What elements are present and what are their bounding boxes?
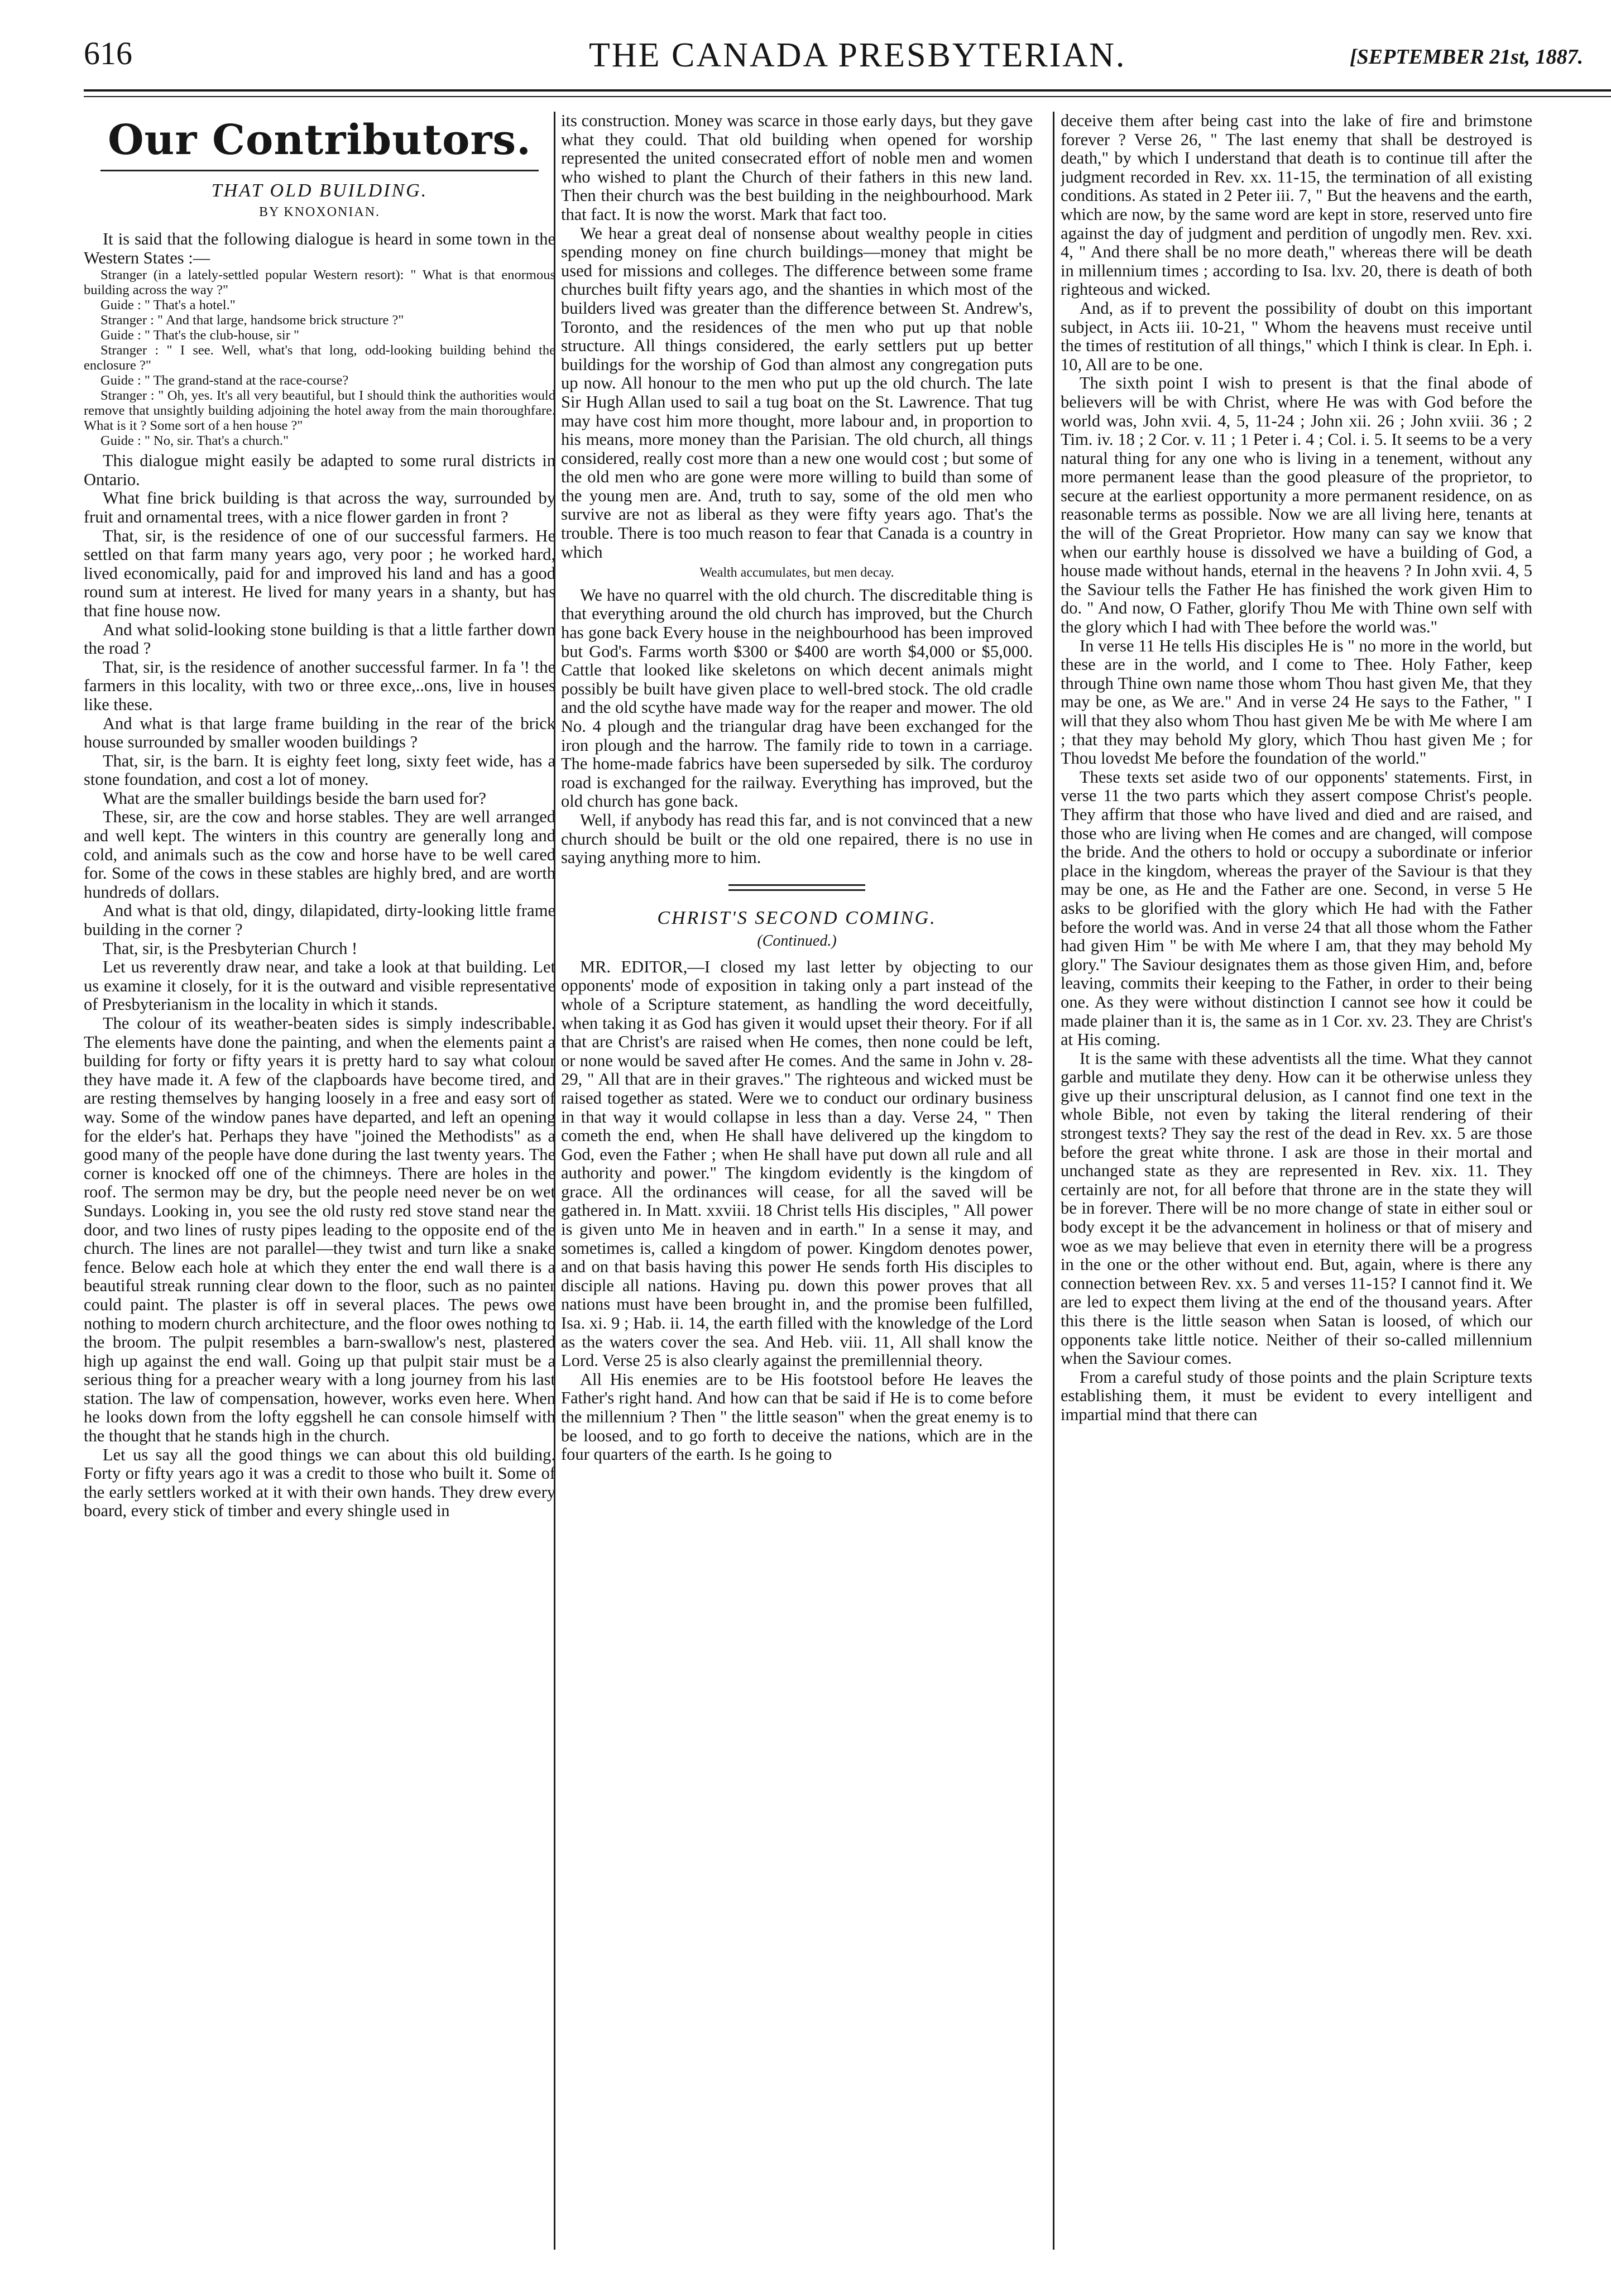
dialogue-line: Stranger : " I see. Well, what's that long, odd-looking building behind the enclosure ?" <box>84 343 555 373</box>
article-paragraph: And what is that old, dingy, dilapidated, dirty-looking little frame building in the corner ? <box>84 901 555 940</box>
section-title: Our Contributors. <box>108 116 531 164</box>
dialogue-block <box>84 267 555 448</box>
article-paragraph: What fine brick building is that across the way, surrounded by fruit and ornamental trees, with a nice flower garden in front ? <box>84 488 555 526</box>
header-rule-bottom <box>84 96 1611 97</box>
article-paragraph: These texts set aside two of our opponents' statements. First, in verse 11 the two parts which they assert compose Christ's people. They affirm that those who have lived and died and are raised, and those who are living when He comes and are changed, will compose the bride. And the others to hold or occupy a subordinate or inferior place in the kingdom, whereas the prayer of the Saviour is that they may be one, as He and the Father are one. Second, in verse 5 He asks to be glorified with the glory which He had with the Father before the world was. And in verse 24 that all those whom the Father had given Him " be with Me where I am, that they may behold My glory." The Saviour designates them as those given Him, and, before leaving, commits their keeping to the Father, in order to their being one. As they were without distinction I cannot see how it could be made plainer than it is, the same as in 1 Cor. xv. 23. They are Christ's at His coming. <box>1061 767 1532 1049</box>
newspaper-title: THE CANADA PRESBYTERIAN. <box>589 36 1126 74</box>
article-paragraph: deceive them after being cast into the lake of fire and brimstone forever ? Verse 26, " The last enemy that shall be destroyed is death," by which I understand that death is to continue till after the judgment recorded in Rev. xx. 11-15, the termination of all existing conditions. As stated in 2 Peter iii. 7, " But the heavens and the earth, which are now, by the same word are kept in store, reserved unto fire against the day of judgment and perdition of ungodly men. Rev. xxi. 4, " And there shall be no more death," whereas there will be death in millennium times ; according to Isa. lxv. 20, there is death of both righteous and wicked. <box>1061 112 1532 299</box>
article-paragraph: That, sir, is the Presbyterian Church ! <box>103 938 358 958</box>
page-number: 616 <box>84 35 132 71</box>
article-paragraph: That, sir, is the residence of another successful farmer. In fa '! the farmers in this locality, with two or three exce,..ons, live in houses like these. <box>84 657 555 714</box>
article-paragraph: All His enemies are to be His footstool before He leaves the Father's right hand. And how can that be said if He is to come before the millennium ? Then " the little season" when the great enemy is to be loosed, and to go forth to deceive the nations, which are in the four quarters of the earth. Is he going to <box>561 1369 1033 1464</box>
article-title: CHRIST'S SECOND COMING. <box>657 907 937 928</box>
article-paragraph: Let us say all the good things we can about this old building. Forty or fifty years ago it was a credit to those who built it. Some of the early settlers worked at it with their own hands. They drew every board, every stick of timber and every shingle used in <box>84 1445 555 1521</box>
issue-date: [SEPTEMBER 21st, 1887. <box>1350 45 1584 69</box>
article-paragraph: These, sir, are the cow and horse stables. They are well arranged and well kept. The winters in this country are generally long and cold, and animals such as the cow and horse have to be well cared for. Some of the cows in these stables are highly bred, and are worth hundreds of dollars. <box>84 807 555 902</box>
continued-label: (Continued.) <box>757 932 837 950</box>
article-paragraph: The colour of its weather-beaten sides is simply indescribable. The elements have done the painting, and when the elements paint a building for forty or fifty years it is pretty hard to say what colour they have made it. A few of the clapboards have become tired, and are resting themselves by hanging loosely in a free and easy sort of way. Some of the window panes have departed, and left an opening for the elder's hat. Perhaps they have "joined the Methodists" as a good many of the people have done during the last twenty years. The corner is knocked off one of the chimneys. There are holes in the roof. The sermon may be dry, but the people need never be on wet Sundays. Looking in, you see the old rusty red stove stand near the door, and two lines of rusty pipes leading to the opposite end of the church. The lines are not parallel—they twist and turn like a snake fence. Below each hole at which they enter the end wall there is a beautiful streak running clear down to the floor, such as no painter could paint. The plaster is off in several places. The pews owe nothing to modern church architecture, and the floor owes nothing to the broom. The pulpit resembles a barn-swallow's nest, plastered high up against the end wall. Going up that pulpit stair must be a serious thing for a preacher weary with a long journey from his last station. The law of compensation, however, works even here. When he looks down from the lofty eggshell he can console himself with the thought that he stands high in the church. <box>84 1014 555 1446</box>
article-paragraph: That, sir, is the barn. It is eighty feet long, sixty feet wide, has a stone foundation, and cost a lot of money. <box>84 751 555 789</box>
article-paragraph: We have no quarrel with the old church. The discreditable thing is that everything around the old church has improved, but the Church has gone back Every house in the neighbourhood has been improved but God's. Farms worth $300 or $400 are worth $4,000 or $5,000. Cattle that looked like skeletons on which decent animals might possibly be built have given place to well-bred stock. The old cradle and the old scythe have made way for the reaper and mower. The old No. 4 plough and the triangular drag have been exchanged for the iron plough and the harrow. The family ride to town in a carriage. The home-made fabrics have been superseded by silk. The corduroy road is exchanged for the railway. Everything has improved, but the old church has gone back. <box>561 585 1033 811</box>
article-paragraph: MR. EDITOR,—I closed my last letter by objecting to our opponents' mode of exposition in taking only a part instead of the whole of a Scripture statement, as handling the word deceitfully, when taking it as God has given it would upset their theory. For if all that are Christ's are raised when He comes, then none could be left, or none would be saved after He comes. And the same in John v. 28-29, " All that are in their graves." The righteous and wicked must be raised together as stated. Were we to conduct our ordinary business in that way it would collapse in less than a day. Verse 24, " Then cometh the end, when He shall have delivered up the kingdom to God, even the Father ; when He shall have put down all rule and all authority and power." The kingdom evidently is the kingdom of grace. All the ordinances will cease, for all the saved will be gathered in. In Matt. xxviii. 18 Christ tells His disciples, " All power is given unto Me in heaven and in earth." In a sense it may, and sometimes is, called a kingdom of power. Kingdom denotes power, and on that basis having this power He sends forth His disciples to disciple all nations. Having pu. down this power proves that all nations must have been brought in, and the promise been fulfilled, Isa. xi. 9 ; Hab. ii. 14, the earth filled with the knowledge of the Lord as the waters cover the sea. And Heb. viii. 11, All shall know the Lord. Verse 25 is also clearly against the premillennial theory. <box>561 957 1033 1370</box>
article-paragraph: In verse 11 He tells His disciples He is " no more in the world, but these are in the world, and I come to Thee. Holy Father, keep through Thine own name those whom Thou hast given Me, that they may be one, as We are." And in verse 24 He says to the Father, " I will that they also whom Thou hast given Me be with Me where I am ; that they may behold My glory, which Thou hast given Me ; for Thou lovedst Me before the foundation of the world." <box>1061 636 1532 768</box>
article-separator <box>728 884 865 891</box>
column-1 <box>84 112 555 2250</box>
dialogue-line: Guide : " The grand-stand at the race-course? <box>100 373 349 389</box>
article-paragraph: That, sir, is the residence of one of our successful farmers. He settled on that farm many years ago, very poor ; he worked hard, lived economically, paid for and improved his land and has a good round sum at interest. He lived for many years in a shanty, but has that fine house now. <box>84 526 555 620</box>
article-paragraph: its construction. Money was scarce in those early days, but they gave what they could. That old building when opened for worship represented the united consecrated effort of noble men and women who wished to plant the Church of their fathers in this new land. Then their church was the best building in the neighbourhood. Mark that fact. It is now the worst. Mark that fact too. <box>561 112 1033 224</box>
header-rule-top <box>84 89 1611 92</box>
article-paragraph: And, as if to prevent the possibility of doubt on this important subject, in Acts iii. 10-21, " Whom the heavens must receive until the times of restitution of all things," which I think is clear. In Eph. i. 10, All are to be one. <box>1061 298 1532 374</box>
dialogue-line: Stranger (in a lately-settled popular Western resort): " What is that enormous building across the way ?" <box>84 267 555 298</box>
article-paragraph: And what is that large frame building in the rear of the brick house surrounded by smaller wooden buildings ? <box>84 713 555 752</box>
article-paragraph: The sixth point I wish to present is that the final abode of believers will be with Christ, where He was with God before the world was, John xvii. 4, 5, 11-24 ; John xii. 26 ; John xviii. 36 ; 2 Tim. iv. 18 ; 2 Cor. v. 11 ; 1 Peter i. 4 ; Col. i. 5. It seems to be a very natural thing for any one who is living in a tenement, without any more permanent lease than the good pleasure of the proprietor, to secure at the earliest opportunity a more permanent residence, on as reasonable terms as possible. Now we are all living here, tenants at the will of the Great Proprietor. How many can say we know that when our earthly house is dissolved we have a building of God, a house made without hands, eternal in the heavens ? In John xvii. 4, 5 the Saviour tells the Father He has finished the work given Him to do. " And now, O Father, glorify Thou Me with Thine own self with the glory which I had with Thee before the world was." <box>1061 373 1532 637</box>
masthead <box>84 35 1611 83</box>
article-paragraph: Let us reverently draw near, and take a look at that building. Let us examine it closely, for it is the outward and visible representative of Presbyterianism in the locality in which it stands. <box>84 957 555 1014</box>
dialogue-line: Guide : " No, sir. That's a church." <box>100 433 289 449</box>
column-2 <box>561 112 1033 2250</box>
article-paragraph: It is said that the following dialogue is heard in some town in the Western States :— <box>84 229 555 267</box>
article-paragraph: What are the smaller buildings beside the barn used for? <box>103 788 486 808</box>
column-divider-2 <box>1053 112 1054 2250</box>
column-3 <box>1061 112 1532 2250</box>
article-paragraph: We hear a great deal of nonsense about wealthy people in cities spending money on fine church buildings—money that might be used for missions and colleges. The difference between some frame churches built fifty years ago, and the shanties in which most of the builders lived was greater than the difference between St. Andrew's, Toronto, and the residences of the men who put up that noble structure. All things considered, the early settlers put up better buildings for the worship of God than almost any congregation puts up now. All honour to the men who put up the old church. The late Sir Hugh Allan used to sail a tug boat on the St. Lawrence. That tug may have cost him more thought, more labour and, in proportion to his means, more money than the Parisian. The old church, all things considered, really cost more than a new one would cost ; but some of the old men who are gone were more willing to build than some of the young men are. And, truth to say, some of the old men who survive are not as liberal as they were fifty years ago. That's the trouble. There is too much reason to fear that Canada is a country in which <box>561 223 1033 562</box>
section-title-rule <box>100 170 539 171</box>
pull-quote: Wealth accumulates, but men decay. <box>699 565 894 581</box>
article-paragraph: And what solid-looking stone building is that a little farther down the road ? <box>84 620 555 658</box>
article-byline: BY KNOXONIAN. <box>258 205 381 219</box>
article-paragraph: This dialogue might easily be adapted to some rural districts in Ontario. <box>84 451 555 489</box>
article-title: THAT OLD BUILDING. <box>211 180 428 201</box>
dialogue-line: Guide : " That's a hotel." <box>100 298 236 313</box>
article-paragraph: From a careful study of those points and the plain Scripture texts establishing them, it must be evident to every intelligent and impartial mind that there can <box>1061 1367 1532 1424</box>
dialogue-line: Stranger : " And that large, handsome brick structure ?" <box>100 313 404 328</box>
dialogue-line: Stranger : " Oh, yes. It's all very beautiful, but I should think the authorities would remove that unsightly building adjoining the hotel away from the main thoroughfare. What is it ? Some sort of a hen house ?" <box>84 388 555 434</box>
dialogue-line: Guide : " That's the club-house, sir " <box>100 328 300 343</box>
article-paragraph: It is the same with these adventists all the time. What they cannot garble and mutilate they deny. How can it be otherwise unless they give up their unscriptural delusion, as I cannot find one text in the whole Bible, not even by taking the literal rendering of their strongest texts? They say the rest of the dead in Rev. xx. 5 are those before the great white throne. I ask are those in their mortal and unchanged state as they are represented in Rev. xix. 11. They certainly are not, for all before that throne are in the state they will be in forever. There will be no more change of state in either soul or body except it be the advancement in holiness or that of misery and woe as we may believe that even in eternity there will be a progress in the one or the other without end. But, again, where is there any connection between Rev. xx. 5 and verses 11-15? I cannot find it. We are led to expect them living at the end of the thousand years. After this there is the little season when Satan is loosed, of which our opponents take little notice. Neither of their so-called millennium when the Saviour comes. <box>1061 1048 1532 1368</box>
article-paragraph: Well, if anybody has read this far, and is not convinced that a new church should be built or the old one repaired, there is no use in saying anything more to him. <box>561 810 1033 867</box>
